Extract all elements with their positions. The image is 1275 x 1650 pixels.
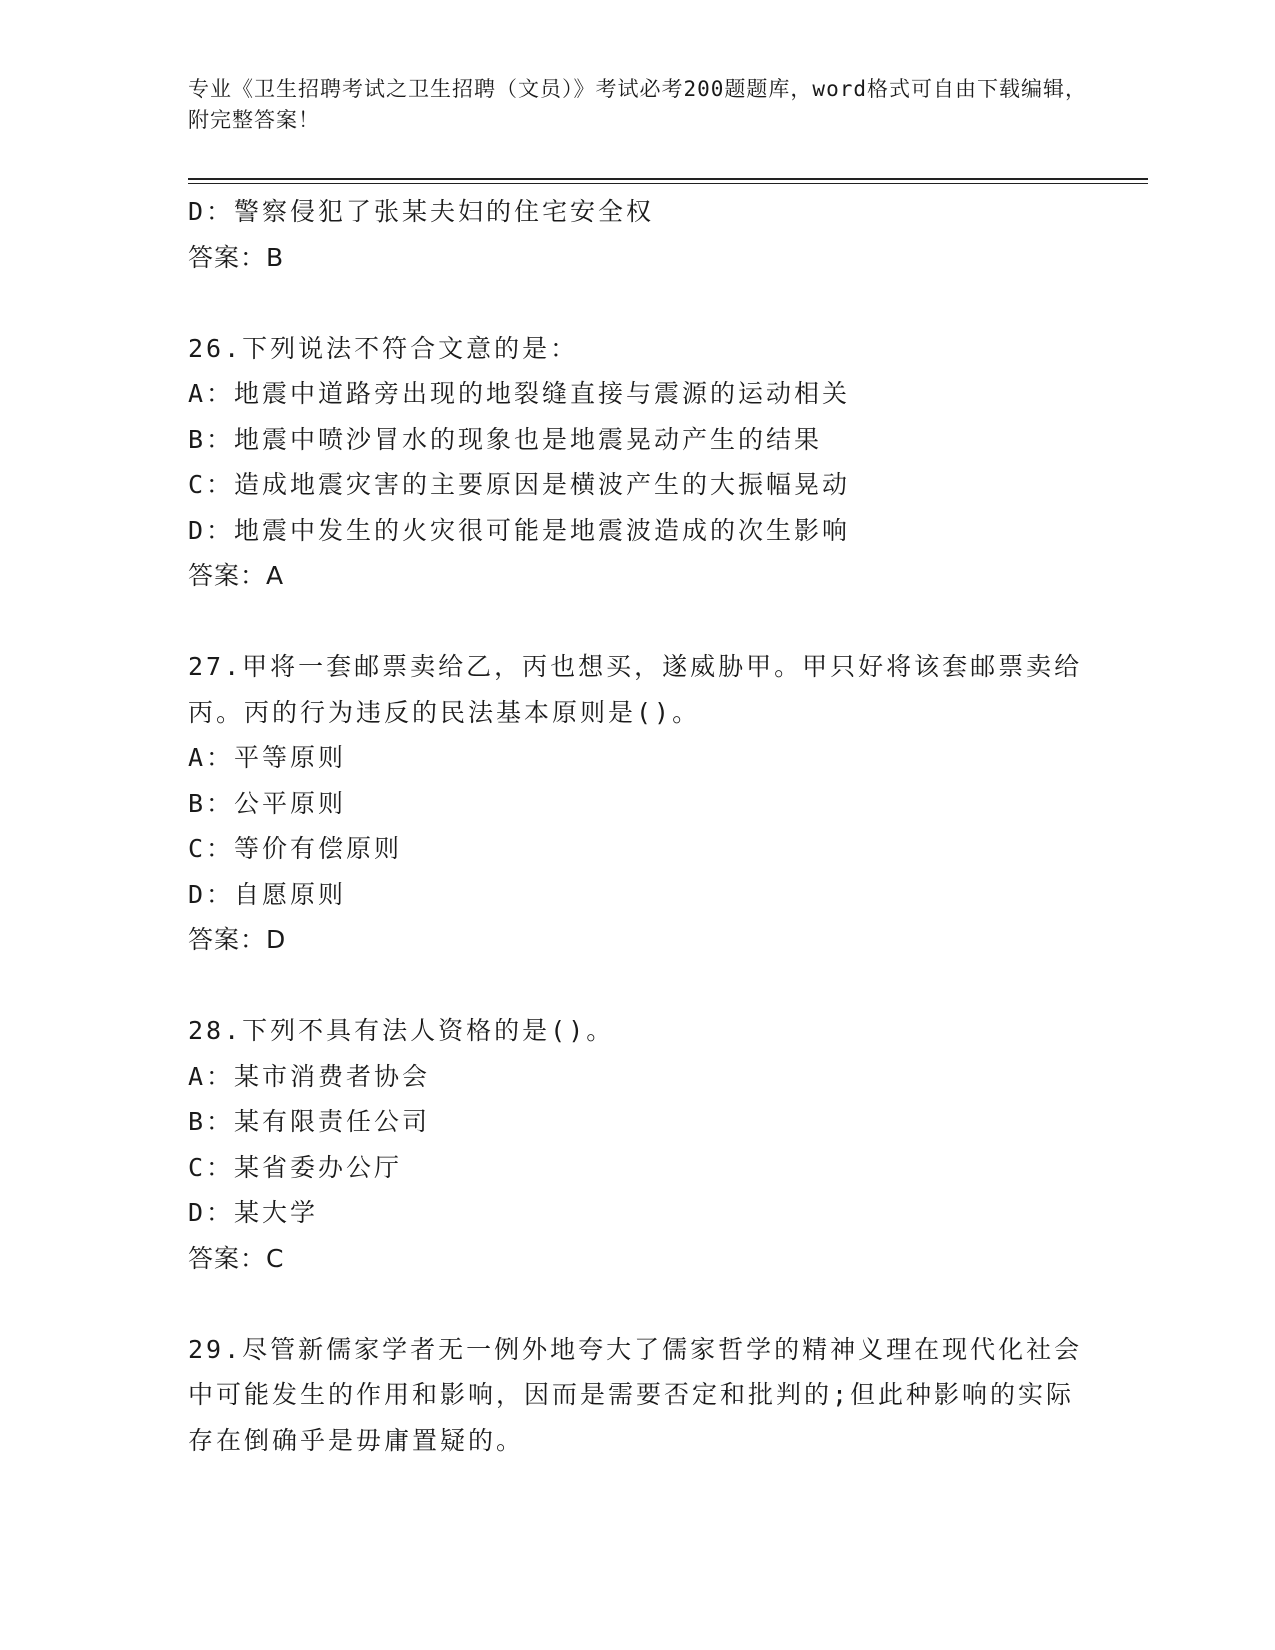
question-text: 28.下列不具有法人资格的是()。 [188,1016,615,1045]
spacer [188,280,1088,326]
option-d: D：某大学 [188,1198,319,1227]
option-a: A：地震中道路旁出现的地裂缝直接与震源的运动相关 [188,379,851,408]
option-c: C：造成地震灾害的主要原因是横波产生的大振幅晃动 [188,470,851,499]
spacer [188,963,1088,1009]
header-divider [188,178,1148,180]
question-27 [188,644,1088,963]
answer: 答案：B [188,242,285,272]
answer: 答案：D [188,925,287,954]
spacer [188,599,1088,645]
answer: 答案：C [188,1243,285,1273]
option-c: C：某省委办公厅 [188,1152,403,1182]
question-text: 29.尽管新儒家学者无一例外地夸大了儒家哲学的精神义理在现代化社会中可能发生的作用和影响，因而是需要否定和批判的;但此种影响的实际存在倒确乎是毋庸置疑的。 [188,1334,1083,1455]
spacer [188,1281,1088,1327]
question-text: 26.下列说法不符合文意的是： [188,333,579,363]
option-a: A：某市消费者协会 [188,1061,431,1091]
option-d: D：自愿原则 [188,879,347,909]
question-28 [188,1008,1088,1281]
option-c: C：等价有偿原则 [188,834,403,863]
question-26 [188,326,1088,599]
document-body [188,189,1088,1463]
question-text: 27.甲将一套邮票卖给乙，丙也想买，遂威胁甲。甲只好将该套邮票卖给丙。丙的行为违反的民法基本原则是()。 [188,652,1083,727]
option-b: B：某有限责任公司 [188,1107,431,1136]
option-d: D：警察侵犯了张某夫妇的住宅安全权 [188,197,655,226]
question-25-tail [188,189,1088,280]
question-29 [188,1327,1088,1464]
option-b: B：公平原则 [188,788,347,818]
option-b: B：地震中喷沙冒水的现象也是地震晃动产生的结果 [188,424,823,454]
answer: 答案：A [188,561,285,590]
option-a: A：平等原则 [188,743,347,772]
header-divider-thin [188,183,1148,184]
option-d: D：地震中发生的火灾很可能是地震波造成的次生影响 [188,515,851,545]
document-header: 专业《卫生招聘考试之卫生招聘（文员）》考试必考200题题库，word格式可自由下载编辑，附完整答案！ [188,77,1087,132]
